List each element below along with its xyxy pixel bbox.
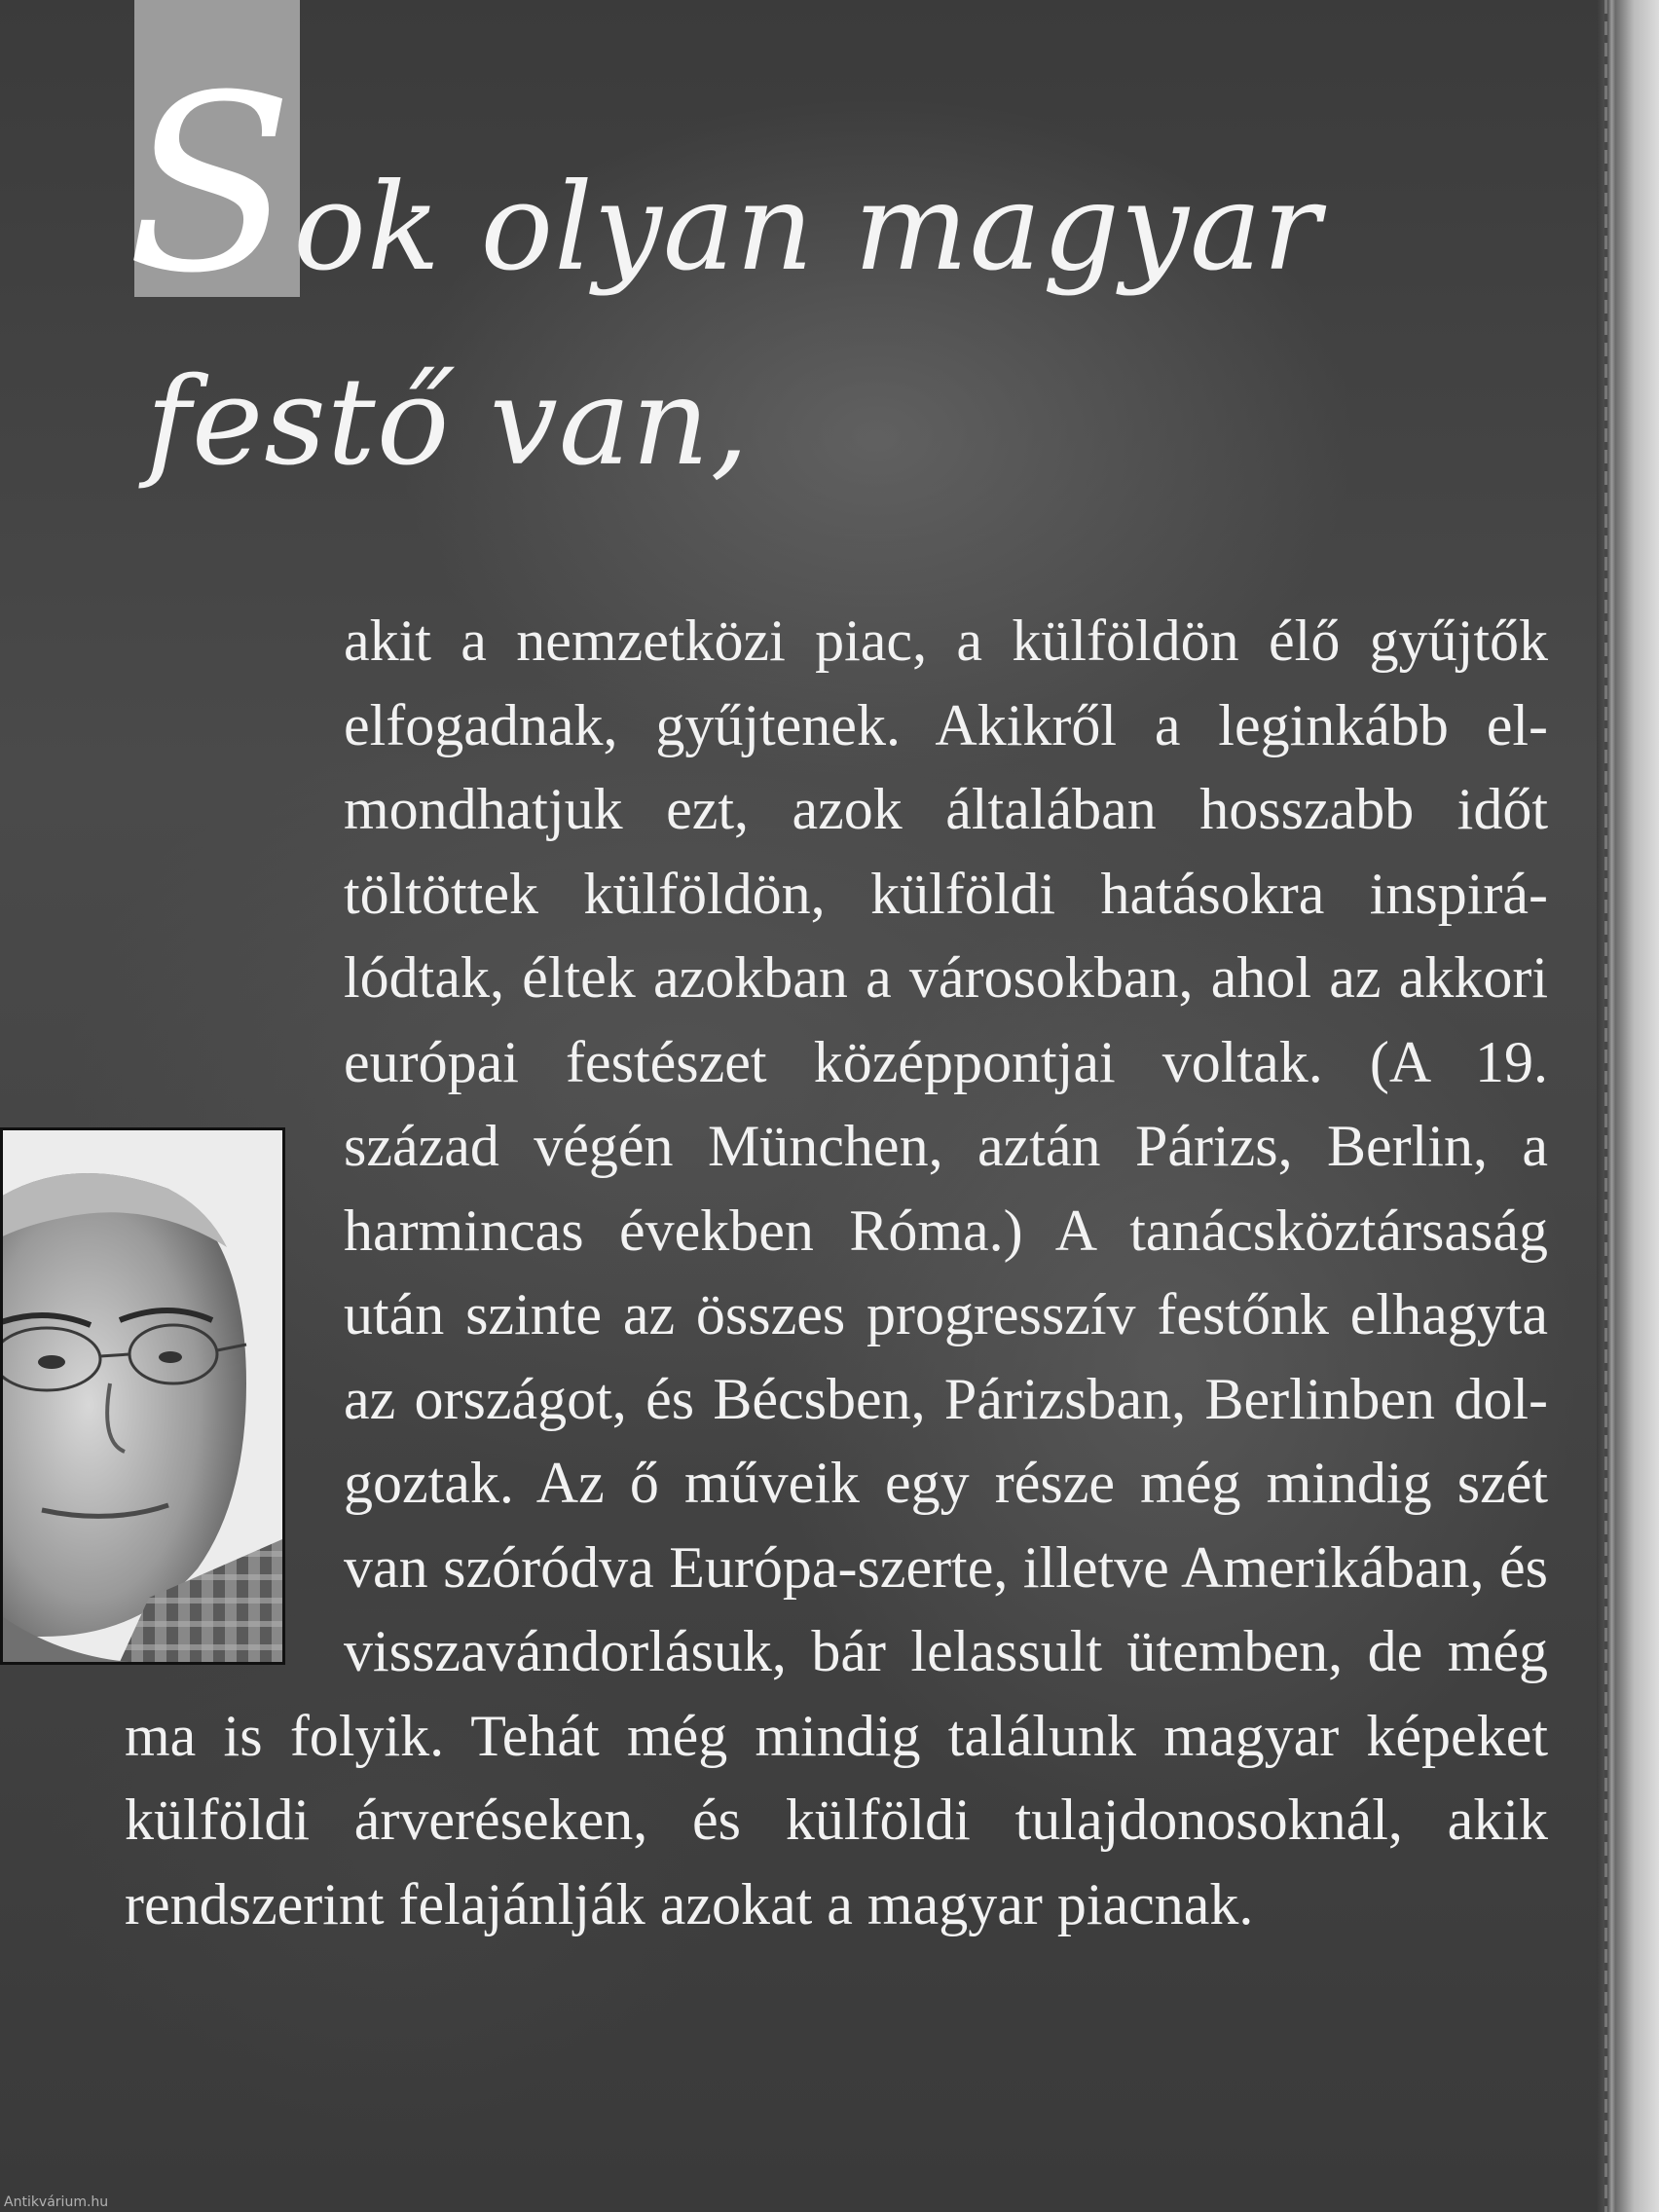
author-portrait <box>0 1127 285 1665</box>
headline <box>127 43 1538 520</box>
headline-line-1: ok olyan magyar <box>293 158 1322 298</box>
headline-line-2: festő van, <box>146 352 751 493</box>
spine-perforation <box>1604 0 1607 2212</box>
drop-cap: S <box>127 43 294 326</box>
article-body <box>125 599 1548 1946</box>
portrait-image <box>3 1130 282 1662</box>
watermark: Antikvárium.hu <box>4 2194 109 2210</box>
article-paragraph: akit a nemzetközi piac, a külföldön élő gyűjtők elfogadnak, gyűjtenek. Akikről a leginkább elmondhatjuk ezt, azok általában hosszabb időt töltöttek külföldön, külföldi hatásokra inspirálódtak, éltek azokban a városokban, ahol az akkori európai festészet középpontjai voltak. (A 19. század végén München, aztán Párizs, Berlin, a harmincas években Róma.) A tanácsköztársaság után szinte az összes progresszív festőnk elhagyta az országot, és Bécsben, Párizsban, Berlinben dolgoztak. Az ő műveik egy része még mindig szét van szóródva Európa-szerte, illetve Amerikában, és visszavándorlásuk, bár lelassult ütemben, de még ma is folyik. Tehát még mindig találunk magyar képeket külföldi árveréseken, és külföldi tulajdonosoknál, akik rendszerint felajánlják azokat a magyar piacnak. <box>125 608 1548 1936</box>
